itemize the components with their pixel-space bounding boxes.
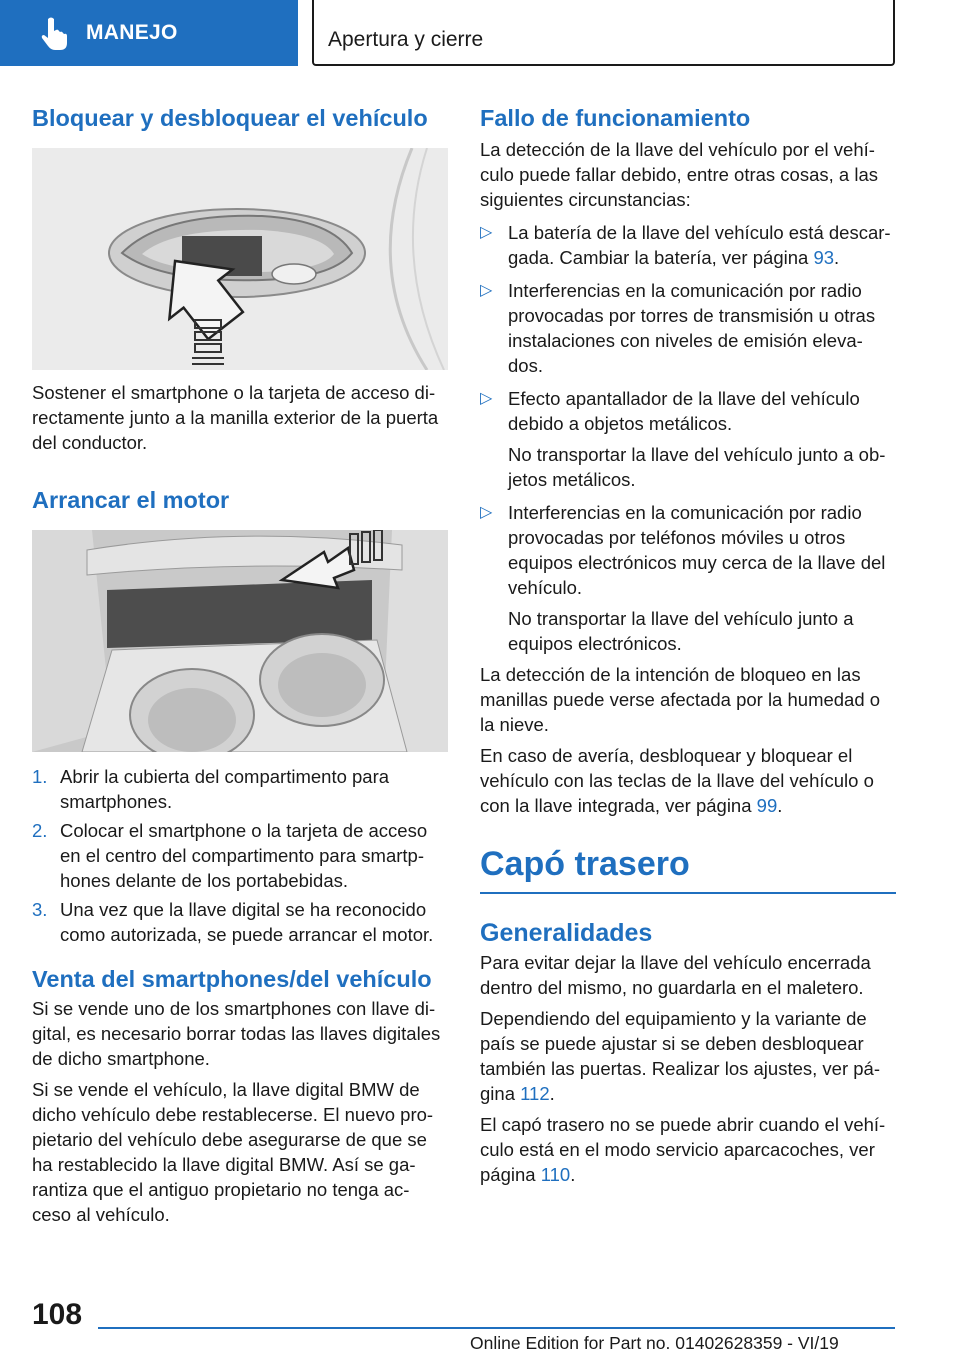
paragraph-smartphone-handle: Sostener el smartphone o la tarjeta de acceso di-rectamente junto a la manilla exterior de la puerta del conductor. [32,382,439,453]
section-tab [0,0,298,66]
list-note: No transportar la llave del vehículo junto a equipos electrónicos. [508,608,854,654]
heading-general: Generalidades [480,919,653,947]
list-item: ▷ Efecto apantallador de la llave del vehículo debido a objetos metálicos. No transportar la llave del vehículo junto a ob-jetos metálicos. [480,386,896,492]
left-column [32,96,448,1227]
list-item: 2. Colocar el smartphone o la tarjeta de acceso en el centro del compartimento para smartp-hones delante de los portabebidas. [32,820,428,891]
list-item: ▷ Interferencias en la comunicación por radio provocadas por torres de transmisión u otras instalaciones con niveles de emisión eleva-dos. [480,280,876,376]
page-link-112[interactable]: 112 [520,1083,550,1104]
hand-pointer-icon [36,14,74,52]
page-number: 108 [32,1298,83,1331]
paragraph-settings: Dependiendo del equipamiento y la variante de país se puede ajustar si se deben desbloquear también las puertas. Realizar los ajustes, ver pá-gina 112. [480,1008,880,1104]
heading-lock-unlock: Bloquear y desbloquear el vehículo [32,105,428,131]
heading-tailgate: Capó trasero [480,845,690,883]
right-column [480,96,896,1187]
heading-start-engine: Arrancar el motor [32,487,230,513]
chapter-header [312,0,895,66]
page-link-110[interactable]: 110 [540,1164,571,1185]
heading-sale: Venta del smartphones/del vehículo [32,966,432,992]
door-handle-illustration [32,148,448,370]
list-item: 1. Abrir la cubierta del compartimento para smartphones. [32,766,390,812]
page-link-99[interactable]: 99 [756,795,778,816]
paragraph-sale-vehicle: Si se vende el vehículo, la llave digital BMW de dicho vehículo debe restablecerse. El nuevo pro-pietario del vehículo debe asegurarse de que se ha restablecido la llave digital BMW. Así se ga-rantiza que el antiguo propietario no tenga ac-ceso al vehículo. [32,1079,434,1225]
smartphone-tray-illustration [32,530,448,752]
footer-divider [98,1327,895,1329]
paragraph-intro: La detección de la llave del vehículo por el vehí-culo puede fallar debido, entre otras cosas, a las siguientes circunstancias: [480,139,878,210]
paragraph-key-trunk: Para evitar dejar la llave del vehículo encerrada dentro del mismo, no guardarla en el maletero. [480,952,871,998]
paragraph-valet: El capó trasero no se puede abrir cuando el vehí-culo está en el modo servicio aparcacoches, ver página 110. [480,1114,886,1185]
paragraph-humidity: La detección de la intención de bloqueo en las manillas puede verse afectada por la humedad o la nieve. [480,664,881,735]
paragraph-breakdown: En caso de avería, desbloquear y bloquear el vehículo con las teclas de la llave del vehículo o con la llave integrada, ver página 99. [480,745,874,816]
footer-edition: Online Edition for Part no. 01402628359 - VI/19 [470,1333,839,1353]
list-item: ▷ Interferencias en la comunicación por radio provocadas por teléfonos móviles u otros equipos electrónicos muy cerca de la llave del vehículo. No transportar la llave del vehículo junto a equipos electrónicos. [480,500,896,656]
list-item: ▷ La batería de la llave del vehículo está descar-gada. Cambiar la batería, ver página 93. [480,222,891,268]
causes-list [480,220,896,656]
paragraph-sale-smartphone: Si se vende uno de los smartphones con llave di-gital, es necesario borrar todas las llaves digitales de dicho smartphone. [32,998,441,1069]
list-item: 3. Una vez que la llave digital se ha reconocido como autorizada, se puede arrancar el motor. [32,899,434,945]
list-note: No transportar la llave del vehículo junto a ob-jetos metálicos. [508,444,886,490]
steps-list [32,764,448,947]
page-link-93[interactable]: 93 [813,247,835,268]
heading-divider [480,892,896,894]
heading-malfunction: Fallo de funcionamiento [480,105,751,131]
section-title: MANEJO [86,21,178,44]
chapter-title: Apertura y cierre [328,28,484,51]
